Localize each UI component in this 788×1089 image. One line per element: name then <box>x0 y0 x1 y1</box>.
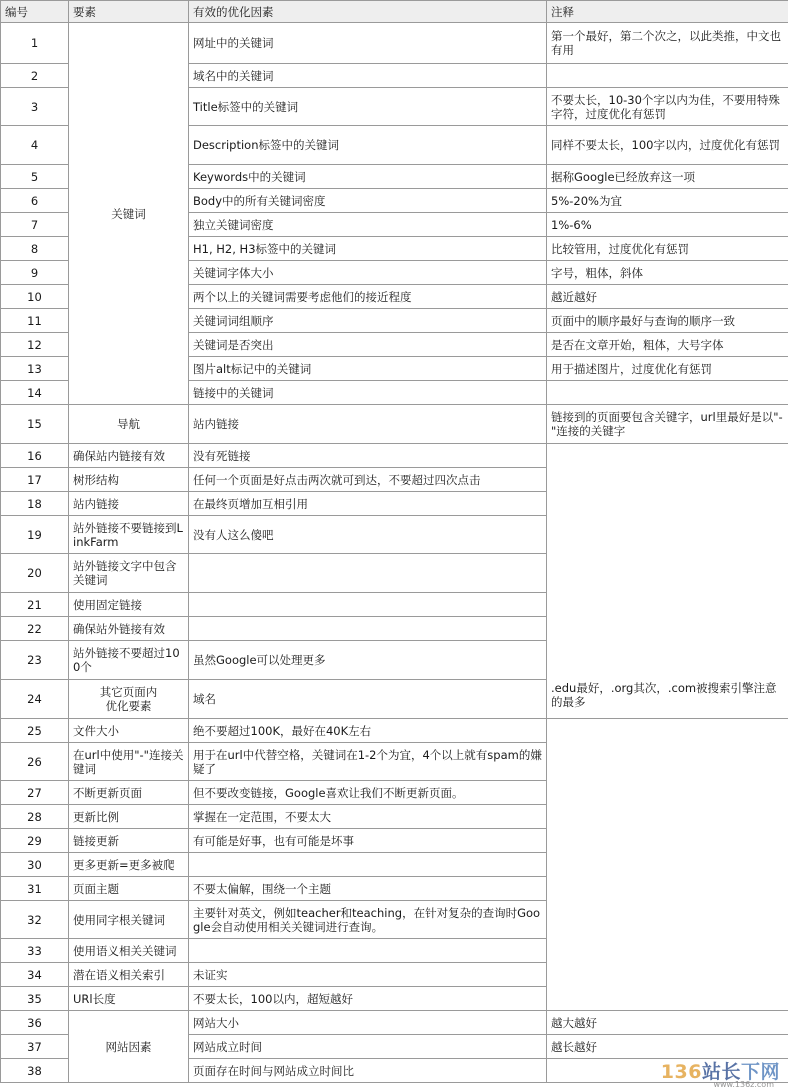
element-cell: 站外链接不要链接到LinkFarm <box>69 516 189 554</box>
factor-cell: 没有死链接 <box>189 444 547 468</box>
factor-cell: 独立关键词密度 <box>189 213 547 237</box>
factor-cell: 没有人这么傻吧 <box>189 516 547 554</box>
factor-cell: 掌握在一定范围，不要太大 <box>189 805 547 829</box>
row-number: 31 <box>1 877 69 901</box>
factor-cell <box>189 617 547 641</box>
element-cell: 文件大小 <box>69 719 189 743</box>
note-cell: 不要太长，10-30个字以内为佳，不要用特殊字符，过度优化有惩罚 <box>547 88 788 126</box>
factor-cell: Description标签中的关键词 <box>189 126 547 165</box>
watermark-part1: 136 <box>660 1061 702 1083</box>
row-number: 16 <box>1 444 69 468</box>
note-cell: 第一个最好，第二个次之，以此类推，中文也有用 <box>547 23 788 64</box>
factor-cell <box>189 853 547 877</box>
row-number: 2 <box>1 64 69 88</box>
element-cell: 链接更新 <box>69 829 189 853</box>
header-factor: 有效的优化因素 <box>189 1 547 23</box>
watermark-part3: 下网 <box>740 1061 780 1083</box>
factor-cell: 图片alt标记中的关键词 <box>189 357 547 381</box>
factor-cell: 链接中的关键词 <box>189 381 547 405</box>
factor-cell: Keywords中的关键词 <box>189 165 547 189</box>
row-number: 24 <box>1 680 69 719</box>
row-number: 9 <box>1 261 69 285</box>
factor-cell: 未证实 <box>189 963 547 987</box>
table-row <box>1 719 788 743</box>
factor-cell: 任何一个页面是好点击两次就可到达，不要超过四次点击 <box>189 468 547 492</box>
note-cell: 用于描述图片，过度优化有惩罚 <box>547 357 788 381</box>
note-merged-block <box>547 444 788 719</box>
factor-cell: 有可能是好事，也有可能是坏事 <box>189 829 547 853</box>
note-cell: 据称Google已经放弃这一项 <box>547 165 788 189</box>
factor-cell: 虽然Google可以处理更多 <box>189 641 547 680</box>
row-number: 33 <box>1 939 69 963</box>
row-number: 18 <box>1 492 69 516</box>
element-cell: 树形结构 <box>69 468 189 492</box>
row-number: 14 <box>1 381 69 405</box>
factor-cell: Body中的所有关键词密度 <box>189 189 547 213</box>
note-cell: 同样不要太长，100字以内，过度优化有惩罚 <box>547 126 788 165</box>
element-cell: 更新比例 <box>69 805 189 829</box>
factor-cell: 网站大小 <box>189 1011 547 1035</box>
row-number: 27 <box>1 781 69 805</box>
factor-cell: 在最终页增加互相引用 <box>189 492 547 516</box>
row-number: 28 <box>1 805 69 829</box>
note-cell: 比较管用，过度优化有惩罚 <box>547 237 788 261</box>
row-number: 12 <box>1 333 69 357</box>
factor-cell: 但不要改变链接，Google喜欢让我们不断更新页面。 <box>189 781 547 805</box>
table-row <box>1 405 788 444</box>
factor-cell: 域名中的关键词 <box>189 64 547 88</box>
row-number: 26 <box>1 743 69 781</box>
row-number: 37 <box>1 1035 69 1059</box>
row-number: 35 <box>1 987 69 1011</box>
row-number: 21 <box>1 593 69 617</box>
element-cell: 潜在语义相关索引 <box>69 963 189 987</box>
note-cell: 越近越好 <box>547 285 788 309</box>
element-cell: 更多更新=更多被爬 <box>69 853 189 877</box>
row-number: 3 <box>1 88 69 126</box>
element-cell: 站外链接文字中包含关键词 <box>69 554 189 593</box>
factor-cell <box>189 554 547 593</box>
factor-cell: 关键词是否突出 <box>189 333 547 357</box>
row-number: 17 <box>1 468 69 492</box>
row-number: 19 <box>1 516 69 554</box>
row-number: 6 <box>1 189 69 213</box>
factor-cell: 关键词字体大小 <box>189 261 547 285</box>
row-number: 29 <box>1 829 69 853</box>
factor-cell: 不要太长，100以内，超短越好 <box>189 987 547 1011</box>
element-cell: 使用语义相关关键词 <box>69 939 189 963</box>
element-cell: 不断更新页面 <box>69 781 189 805</box>
note-cell: 字号，粗体，斜体 <box>547 261 788 285</box>
row-number: 23 <box>1 641 69 680</box>
element-cell: 确保站外链接有效 <box>69 617 189 641</box>
note-cell: 链接到的页面要包含关键字，url里最好是以"-"连接的关键字 <box>547 405 788 444</box>
factor-cell: H1, H2, H3标签中的关键词 <box>189 237 547 261</box>
watermark-part2: 站长 <box>701 1061 741 1083</box>
table-row <box>1 1011 788 1035</box>
note-cell <box>547 64 788 88</box>
category-nav: 导航 <box>69 405 189 444</box>
row-number: 20 <box>1 554 69 593</box>
row-number: 11 <box>1 309 69 333</box>
element-cell: 使用同字根关键词 <box>69 901 189 939</box>
factor-cell: 域名 <box>189 680 547 719</box>
factor-cell <box>189 593 547 617</box>
category-site: 网站因素 <box>69 1011 189 1083</box>
factor-cell: 不要太偏解，围绕一个主题 <box>189 877 547 901</box>
factor-cell: 绝不要超过100K，最好在40K左右 <box>189 719 547 743</box>
header-note: 注释 <box>547 1 788 23</box>
row-number: 15 <box>1 405 69 444</box>
factor-cell: 用于在url中代替空格，关键词在1-2个为宜，4个以上就有spam的嫌疑了 <box>189 743 547 781</box>
element-cell: 站内链接 <box>69 492 189 516</box>
watermark-url: www.136z.com <box>713 1080 774 1089</box>
factor-cell: 站内链接 <box>189 405 547 444</box>
note-cell: 1%-6% <box>547 213 788 237</box>
row-number: 13 <box>1 357 69 381</box>
category-keyword: 关键词 <box>69 23 189 405</box>
note-cell: 页面中的顺序最好与查询的顺序一致 <box>547 309 788 333</box>
element-cell: 使用固定链接 <box>69 593 189 617</box>
factor-cell: 两个以上的关键词需要考虑他们的接近程度 <box>189 285 547 309</box>
element-cell: 在url中使用"-"连接关键词 <box>69 743 189 781</box>
row-number: 30 <box>1 853 69 877</box>
note-cell: 是否在文章开始，粗体，大号字体 <box>547 333 788 357</box>
note-cell <box>547 381 788 405</box>
row-number: 34 <box>1 963 69 987</box>
header-num: 编号 <box>1 1 69 23</box>
factor-cell: 页面存在时间与网站成立时间比 <box>189 1059 547 1083</box>
factor-cell: 网址中的关键词 <box>189 23 547 64</box>
element-cell: 站外链接不要超过100个 <box>69 641 189 680</box>
factor-cell: 网站成立时间 <box>189 1035 547 1059</box>
element-cell: URl长度 <box>69 987 189 1011</box>
table-row <box>1 444 788 468</box>
header-element: 要素 <box>69 1 189 23</box>
note-cell: 越长越好 <box>547 1035 788 1059</box>
note-cell: 越大越好 <box>547 1011 788 1035</box>
table-row <box>1 23 788 64</box>
row-number: 25 <box>1 719 69 743</box>
row-number: 32 <box>1 901 69 939</box>
factor-cell: Title标签中的关键词 <box>189 88 547 126</box>
element-cell: 页面主题 <box>69 877 189 901</box>
row-number: 5 <box>1 165 69 189</box>
row-number: 8 <box>1 237 69 261</box>
element-cell: 确保站内链接有效 <box>69 444 189 468</box>
factor-cell: 关键词词组顺序 <box>189 309 547 333</box>
note-empty-block <box>547 719 788 1011</box>
factor-cell: 主要针对英文，例如teacher和teaching，在针对复杂的查询时Google会自动使用相关关键词进行查询。 <box>189 901 547 939</box>
factor-cell <box>189 939 547 963</box>
row-number: 36 <box>1 1011 69 1035</box>
category-other: 其它页面内 优化要素 <box>69 680 189 719</box>
note-cell: .edu最好，.org其次，.com被搜索引擎注意的最多 <box>551 681 777 709</box>
row-number: 38 <box>1 1059 69 1083</box>
row-number: 22 <box>1 617 69 641</box>
row-number: 10 <box>1 285 69 309</box>
header-row <box>1 1 788 23</box>
row-number: 4 <box>1 126 69 165</box>
row-number: 7 <box>1 213 69 237</box>
note-cell: 5%-20%为宜 <box>547 189 788 213</box>
row-number: 1 <box>1 23 69 64</box>
